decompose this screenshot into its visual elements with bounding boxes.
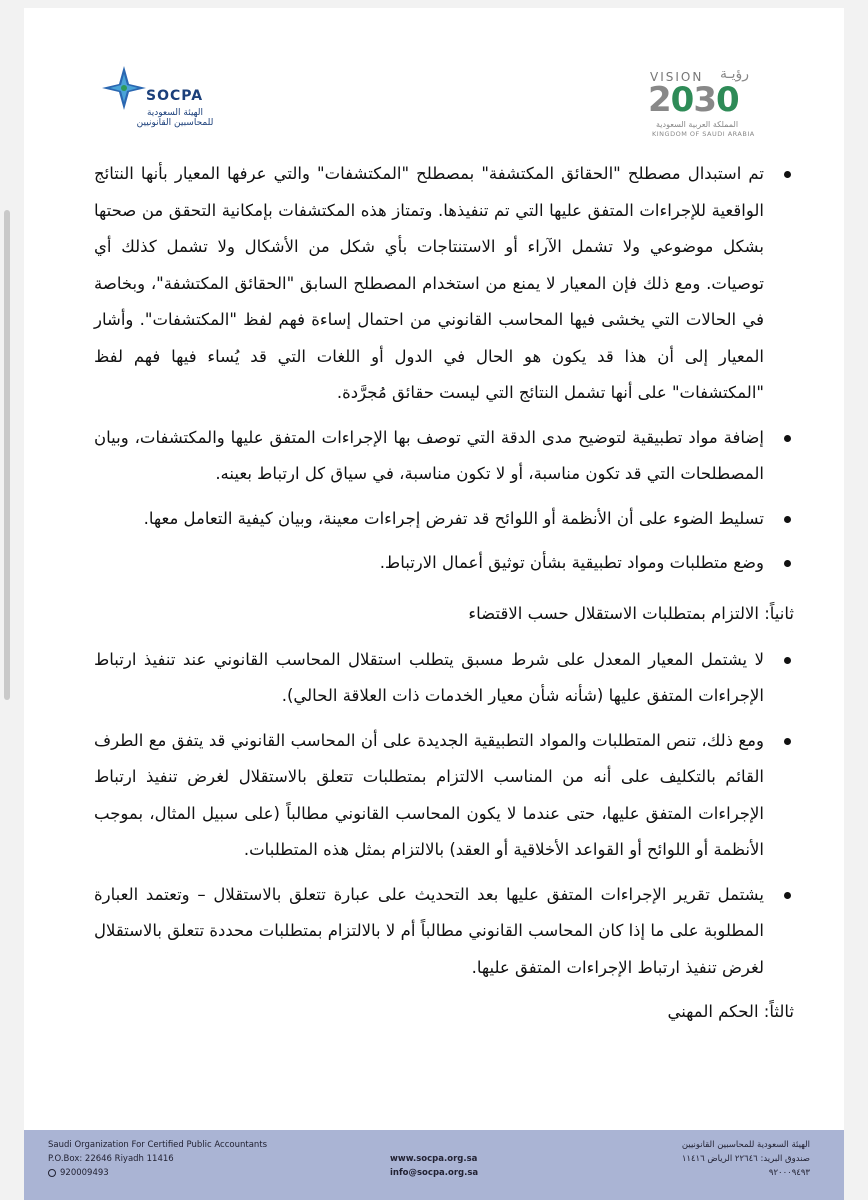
page-footer (24, 1130, 844, 1200)
vision-label: VISION (650, 70, 704, 84)
socpa-wordmark: SOCPA (146, 88, 204, 104)
footer-contact-arabic (682, 1138, 810, 1180)
footer-phone-arabic: ٩٢٠٠٠٩٤٩٣ (768, 1168, 810, 1178)
vertical-scrollbar[interactable] (4, 210, 10, 700)
socpa-arabic-name: الهيئة السعودية للمحاسبين القانونيين (136, 108, 214, 128)
section-three-heading: ثالثاً: الحكم المهني (667, 1002, 794, 1021)
vision-year: 2030 (648, 80, 739, 120)
footer-phone-english: 920009493 (60, 1168, 109, 1178)
vision-arabic: رؤيـة (720, 66, 750, 82)
phone-icon (48, 1169, 56, 1177)
footer-web-contact (390, 1152, 478, 1180)
footer-email-link[interactable]: info@socpa.org.sa (390, 1168, 479, 1178)
vision-kingdom-arabic: المملكة العربية السعودية (656, 120, 739, 129)
list-item: ومع ذلك، تنص المتطلبات والمواد التطبيقية الجديدة على أن المحاسب القانوني قد يتفق مع الطرف القائم بالتكليف على أنه من المناسب الالتزام بمتطلبات تتعلق بالاستقلال لغرض تنفيذ ارتباط الإجراءات المتفق عليها، حتى عندما لا يكون المحاسب القانوني مطالباً (على سبيل المثال، بموجب الأنظمة أو اللوائح أو القواعد الأخلاقية أو العقد) بالالتزام بمثل هذه المتطلبات. (94, 723, 794, 869)
list-item: تسليط الضوء على أن الأنظمة أو اللوائح قد تفرض إجراءات معينة، وبيان كيفية التعامل معها. (94, 501, 794, 538)
document-page (24, 8, 844, 1200)
footer-org-arabic: الهيئة السعودية للمحاسبين القانونيين (681, 1140, 810, 1150)
footer-pobox-english: P.O.Box: 22646 Riyadh 11416 (48, 1154, 174, 1164)
list-item: إضافة مواد تطبيقية لتوضيح مدى الدقة التي توصف بها الإجراءات المتفق عليها والمكتشفات، وبيان المصطلحات التي قد تكون مناسبة، أو لا تكون مناسبة، في سياق كل ارتباط بعينه. (94, 420, 794, 493)
vision-kingdom-english: KINGDOM OF SAUDI ARABIA (652, 130, 755, 138)
list-item: تم استبدال مصطلح "الحقائق المكتشفة" بمصطلح "المكتشفات" والتي عرفها المعيار بأنها النتائج الواقعية للإجراءات المتفق عليها التي تم تنفيذها. وتمتاز هذه المكتشفات بإمكانية التحقق من صحتها بشكل موضوعي ولا تشمل الآراء أو الاستنتاجات بأي شكل من الأشكال ولا تشمل كذلك أي توصيات. ومع ذلك فإن المعيار لا يمنع من استخدام المصطلح السابق "الحقائق المكتشفة"، وبخاصة في الحالات التي يخشى فيها المحاسب القانوني من احتمال إساءة فهم لفظ "المكتشفات". وأشار المعيار إلى أن هذا قد يكون هو الحال في الدول أو اللغات التي قد يُساء فيها فهم لفظ "المكتشفات" على أنها تشمل النتائج التي ليست حقائق مُجرَّدة. (94, 156, 794, 412)
footer-pobox-arabic: صندوق البريد: ٢٢٦٤٦ الرياض ١١٤١٦ (681, 1154, 810, 1164)
socpa-logo (100, 64, 240, 154)
footer-contact-english (48, 1138, 267, 1180)
vision-2030-logo (642, 66, 772, 140)
section-one-list (94, 156, 794, 582)
list-item: لا يشتمل المعيار المعدل على شرط مسبق يتطلب استقلال المحاسب القانوني عند تنفيذ ارتباط الإجراءات المتفق عليها (شأنه شأن معيار الخدمات ذات العلاقة الحالي). (94, 642, 794, 715)
footer-org-english: Saudi Organization For Certified Public Accountants (48, 1140, 268, 1150)
section-two-list (94, 642, 794, 987)
list-item: يشتمل تقرير الإجراءات المتفق عليها بعد التحديث على عبارة تتعلق بالاستقلال – وتعتمد العبارة المطلوبة على ما إذا كان المحاسب القانوني مطالباً أم لا بالالتزام بمتطلبات محددة تتعلق بالاستقلال لغرض تنفيذ ارتباط الإجراءات المتفق عليها. (94, 877, 794, 987)
footer-website-link[interactable]: www.socpa.org.sa (390, 1154, 478, 1164)
document-body (94, 156, 794, 1040)
section-two-heading: ثانياً: الالتزام بمتطلبات الاستقلال حسب الاقتضاء (468, 603, 794, 623)
list-item: وضع متطلبات ومواد تطبيقية بشأن توثيق أعمال الارتباط. (94, 545, 794, 582)
